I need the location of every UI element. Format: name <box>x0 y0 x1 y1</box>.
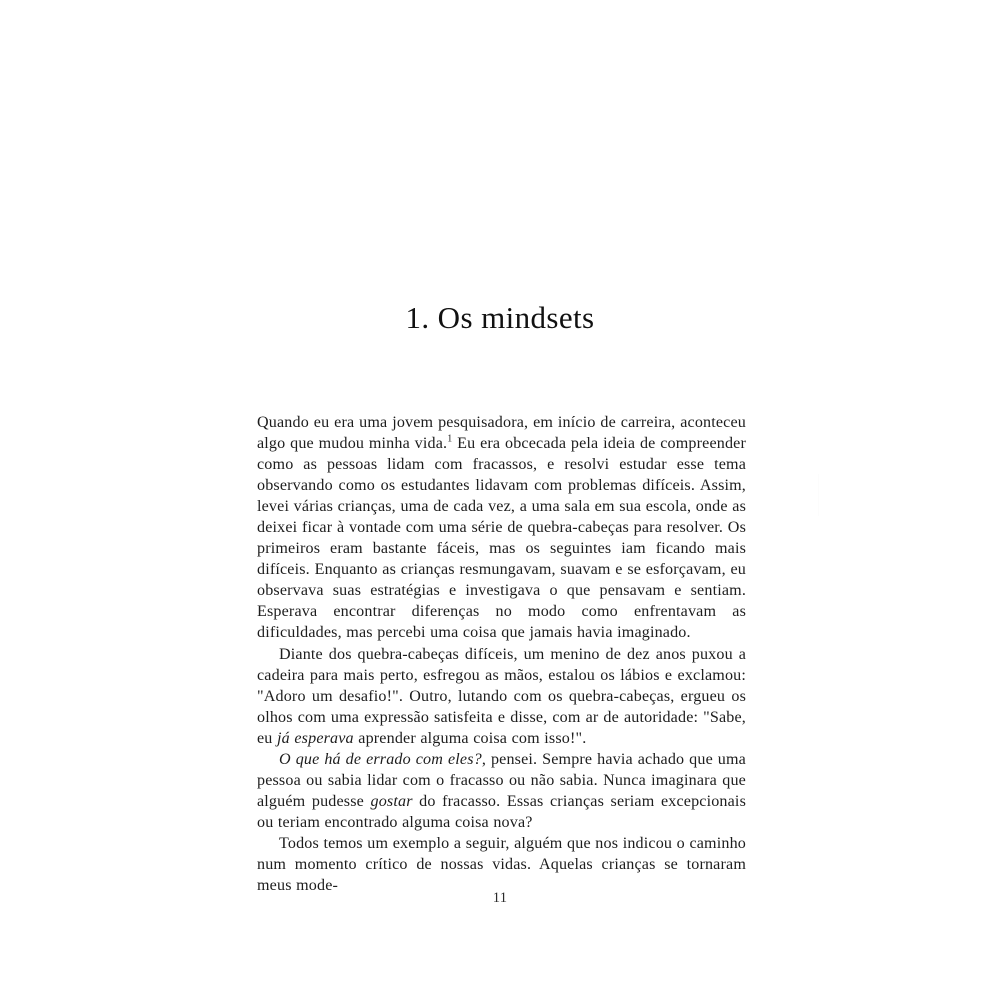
text-run: do fracasso. Essas crianças seriam excepcionais ou teriam encontrado alguma coisa nova? <box>257 792 746 831</box>
text-run: Diante dos quebra-cabeças difíceis, um menino de dez anos puxou a cadeira para mais perto, esfregou as mãos, estalou os lábios e exclamou: "Adoro um desafio!". Outro, lutando com os quebra-cabeças, ergueu os olhos com uma expressão satisfeita e disse, com ar de autoridade: "Sabe, eu <box>257 645 746 747</box>
italic-run: já esperava <box>277 729 354 747</box>
body-text-column <box>257 412 746 896</box>
page-title: 1. Os mindsets <box>405 299 595 335</box>
italic-run: gostar <box>370 792 413 810</box>
text-run: Eu era obcecada pela ideia de compreender como as pessoas lidam com fracassos, e resolvi estudar esse tema observando como os estudantes lidavam com problemas difíceis. Assim, levei várias crianças, uma de cada vez, a uma sala em sua escola, onde as deixei ficar à vontade com uma série de quebra-cabeças para resolver. Os primeiros eram bastante fáceis, mas os seguintes iam ficando mais difíceis. Enquanto as crianças resmungavam, suavam e se esforçavam, eu observava suas estratégias e investigava o que pensavam e sentiam. Esperava encontrar diferenças no modo como enfrentavam as dificuldades, mas percebi uma coisa que jamais havia imaginado. <box>257 435 747 642</box>
footnote-reference: 1 <box>447 433 453 445</box>
text-run: Todos temos um exemplo a seguir, alguém que nos indicou o caminho num momento crítico de nossas vidas. Aquelas crianças se tornaram meus mode- <box>257 834 746 895</box>
paragraph-3 <box>257 749 746 833</box>
scan-artifact <box>818 474 819 516</box>
text-run: , pensei. Sempre havia achado que uma pessoa ou sabia lidar com o fracasso ou não sabia. Nunca imaginara que alguém pudesse <box>257 750 746 810</box>
italic-run: O que há de errado com eles? <box>279 750 482 768</box>
paragraph-1 <box>257 412 746 644</box>
text-run: Quando eu era uma jovem pesquisadora, em início de carreira, aconteceu algo que mudou minha vida. <box>257 414 746 453</box>
paragraph-2 <box>257 644 746 749</box>
page-number: 11 <box>492 890 508 906</box>
text-run: aprender alguma coisa com isso!". <box>353 729 587 747</box>
paragraph-4 <box>257 833 746 896</box>
